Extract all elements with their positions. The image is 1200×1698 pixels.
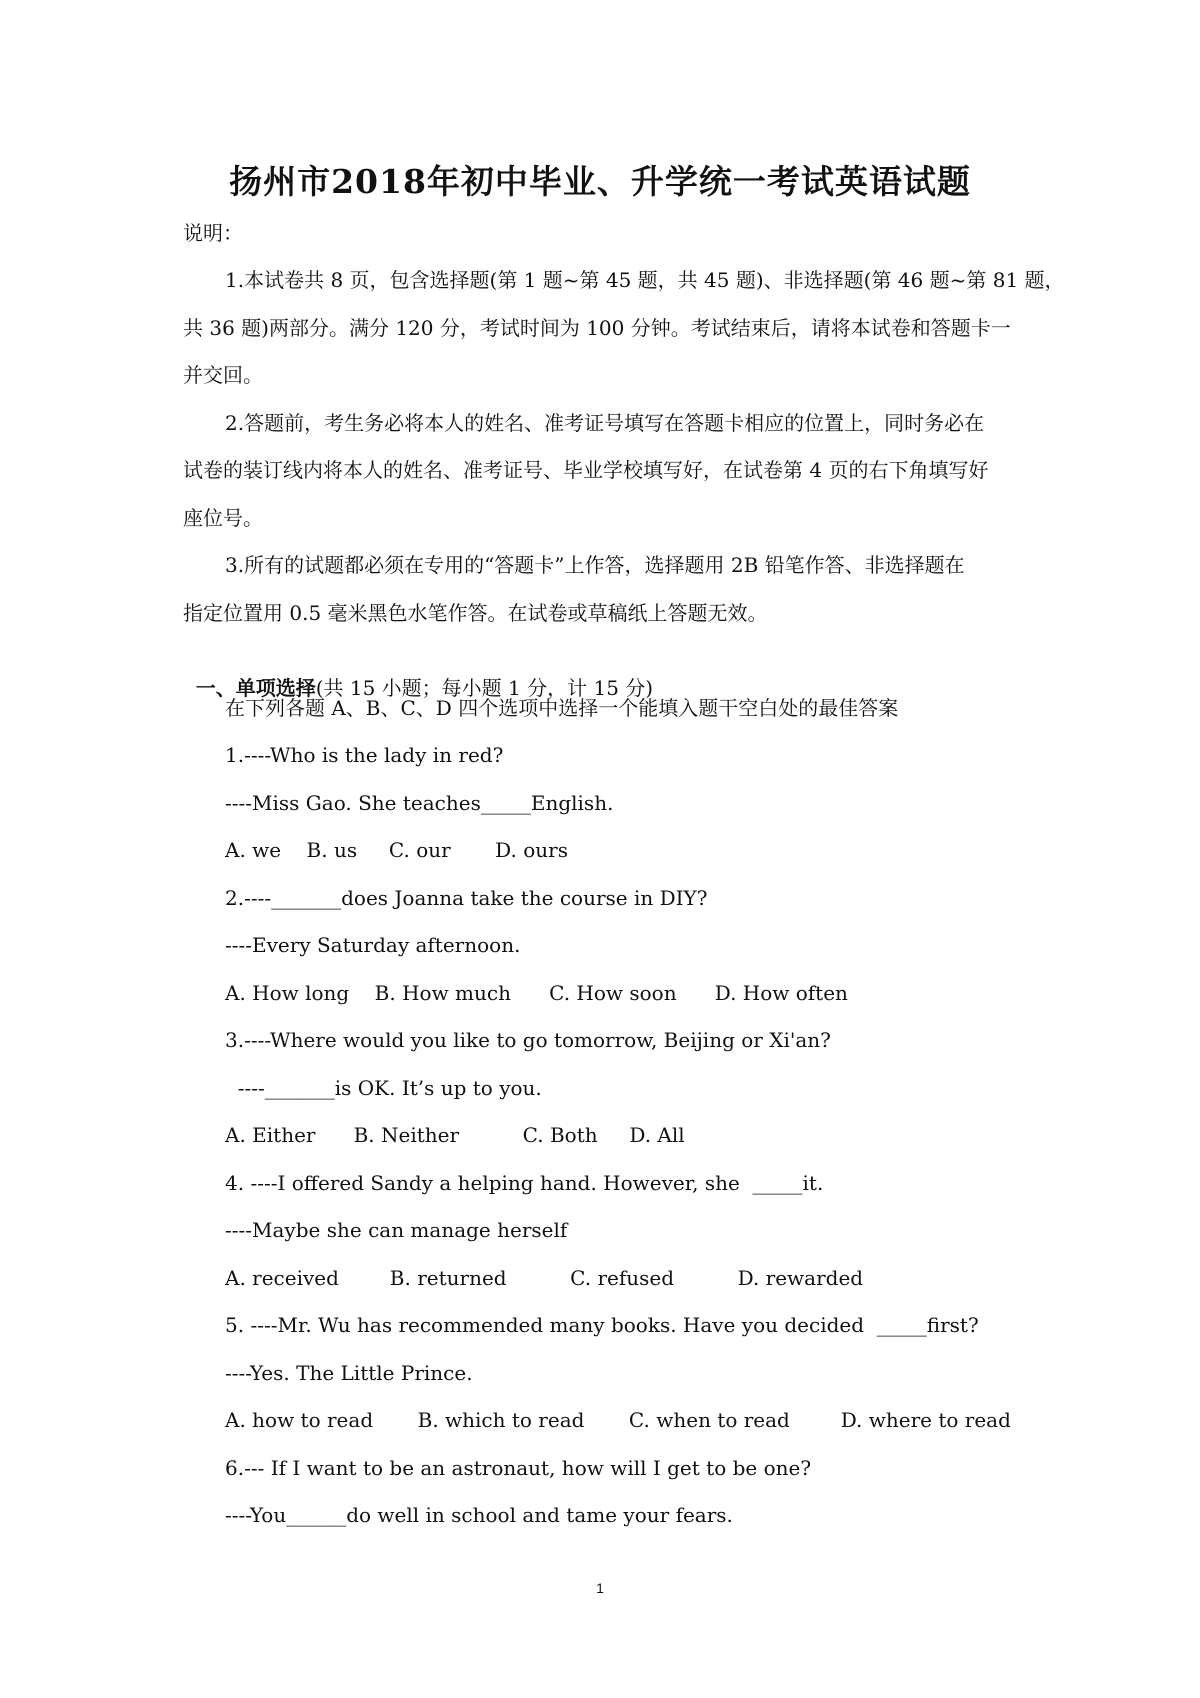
note-line: 指定位置用 0.5 毫米黑色水笔作答。在试卷或草稿纸上答题无效。 — [183, 601, 768, 625]
question-line: ----Miss Gao. She teaches_____English. — [225, 791, 614, 815]
section-instruction: 在下列各题 A、B、C、D 四个选项中选择一个能填入题干空白处的最佳答案 — [225, 696, 899, 720]
note-line: 并交回。 — [183, 363, 263, 387]
question-line: ----_______is OK. It’s up to you. — [225, 1076, 542, 1100]
note-line: 共 36 题)两部分。满分 120 分，考试时间为 100 分钟。考试结束后，请将本试卷和答题卡一 — [183, 316, 1011, 340]
question-line: 3.----Where would you like to go tomorrow, Beijing or Xi'an? — [225, 1028, 831, 1052]
options-line: A. how to read B. which to read C. when to read D. where to read — [225, 1408, 1011, 1432]
page-number: 1 — [596, 1580, 604, 1596]
options-line: A. received B. returned C. refused D. rewarded — [225, 1266, 864, 1290]
question-line: 5. ----Mr. Wu has recommended many books. Have you decided _____first? — [225, 1313, 979, 1337]
page-title: 扬州市2018年初中毕业、升学统一考试英语试题 — [229, 162, 971, 201]
question-line: 2.----_______does Joanna take the course in DIY? — [225, 886, 708, 910]
question-line: 4. ----I offered Sandy a helping hand. However, she _____it. — [225, 1171, 824, 1195]
question-line: 6.--- If I want to be an astronaut, how will I get to be one? — [225, 1456, 812, 1480]
note-line: 2.答题前，考生务必将本人的姓名、准考证号填写在答题卡相应的位置上，同时务必在 — [225, 411, 985, 435]
question-line: 1.----Who is the lady in red? — [225, 743, 504, 767]
section-heading-note: (共 15 小题；每小题 1 分，计 15 分) — [315, 676, 654, 700]
section-heading-title: 一、单项选择 — [195, 676, 316, 700]
note-line: 3.所有的试题都必须在专用的“答题卡”上作答，选择题用 2B 铅笔作答、非选择题在 — [225, 553, 965, 577]
options-line: A. we B. us C. our D. ours — [225, 838, 568, 862]
note-line: 试卷的装订线内将本人的姓名、准考证号、毕业学校填写好，在试卷第 4 页的右下角填写好 — [183, 458, 989, 482]
options-line: A. How long B. How much C. How soon D. How often — [225, 981, 848, 1005]
intro-label: 说明： — [183, 221, 243, 245]
question-line: ----Maybe she can manage herself — [225, 1218, 568, 1242]
note-line: 1.本试卷共 8 页，包含选择题(第 1 题~第 45 题，共 45 题)、非选择题(第 46 题~第 81 题， — [225, 268, 1065, 292]
question-line: ----Yes. The Little Prince. — [225, 1361, 473, 1385]
options-line: A. Either B. Neither C. Both D. All — [225, 1123, 685, 1147]
question-line: ----You______do well in school and tame your fears. — [225, 1503, 733, 1527]
note-line: 座位号。 — [183, 506, 263, 530]
question-line: ----Every Saturday afternoon. — [225, 933, 521, 957]
